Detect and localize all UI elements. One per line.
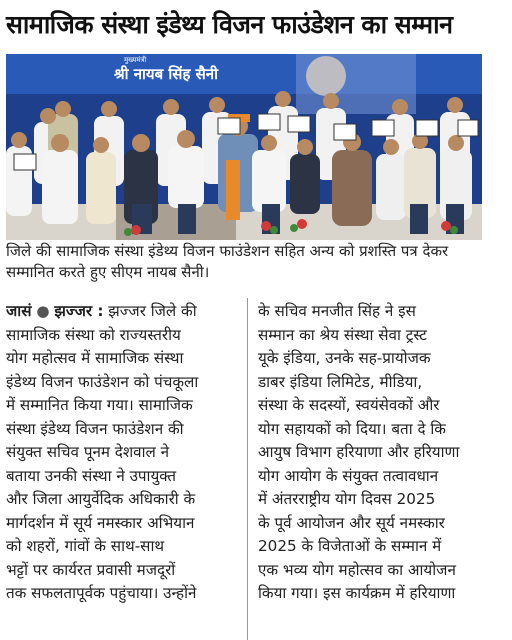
column-left-line: सामाजिक संस्था को राज्यस्तरीय [6, 325, 181, 344]
column-right-line: सम्मान का श्रेय संस्था सेवा ट्रस्ट [258, 325, 427, 344]
banner-text: श्री नायब सिंह सैनी [114, 65, 218, 83]
dateline: जासं [6, 302, 32, 320]
photo-caption: जिले की सामाजिक संस्था इंडेथ्य विजन फाउंडेशन सहित अन्य को प्रशस्ति पत्र देकर सम्मानित करते हुए सीएम नायब सैनी। [6, 242, 449, 281]
column-right-line: के पूर्व आयोजन और सूर्य नमस्कार [258, 513, 445, 532]
banner-small-text: मुख्यमंत्री [124, 56, 147, 64]
column-left-line: भट्टों पर कार्यरत प्रवासी मजदूरों [6, 560, 176, 579]
column-left-line: में सम्मानित किया गया। सामाजिक [6, 396, 193, 414]
column-right-line: संस्था के सदस्यों, स्वयंसेवकों और [258, 396, 440, 414]
saffron-scarf [226, 160, 240, 220]
banner-portrait [306, 56, 346, 96]
column-left-line: और जिला आयुर्वेदिक अधिकारी के [6, 490, 196, 508]
column-right-line: यूके इंडिया, उनके सह-प्रायोजक [258, 349, 431, 367]
column-left-line: इंडेथ्य विजन फाउंडेशन को पंचकूला [6, 372, 199, 391]
column-right-line: एक भव्य योग महोत्सव का आयोजन [258, 560, 456, 579]
column-right-line: 2025 के विजेताओं के सम्मान में [258, 537, 442, 555]
article-column-right [258, 300, 486, 606]
photo-illustration [6, 54, 482, 240]
column-left-line: झज्जर जिले की [108, 302, 197, 320]
article-column-left [6, 300, 234, 606]
article-first-line [6, 300, 234, 324]
column-right-line: डाबर इंडिया लिमिटेड, मीडिया, [258, 372, 423, 391]
column-left-line: मार्गदर्शन में सूर्य नमस्कार अभियान [6, 513, 195, 532]
column-left-line: संस्था इंडेथ्य विजन फाउंडेशन की [6, 419, 184, 438]
dateline-bullet: ● [36, 302, 50, 320]
column-left-line: तक सफलतापूर्वक पहुंचाया। उन्होंने [6, 584, 197, 602]
column-right-line: में अंतरराष्ट्रीय योग दिवस 2025 [258, 490, 436, 508]
column-left-line: बताया उनकी संस्था ने उपायुक्त [6, 466, 177, 485]
column-right-line: आयुष विभाग हरियाणा और हरियाणा [258, 443, 460, 461]
column-left-line: योग महोत्सव में सामाजिक संस्था [6, 349, 184, 367]
column-right-line: योग सहायकों को दिया। बता दे कि [258, 419, 446, 438]
column-right-line: किया गया। इस कार्यक्रम में हरियाणा [258, 584, 456, 602]
news-photo [6, 54, 482, 240]
column-left-line: को शहरों, गांवों के साथ-साथ [6, 537, 165, 555]
column-divider [247, 298, 248, 640]
headline: सामाजिक संस्था इंडेथ्य विजन फाउंडेशन का सम्मान [6, 10, 453, 39]
column-right-line: योग आयोग के संयुक्त तत्वावधान [258, 466, 439, 485]
column-left-line: संयुक्त सचिव पूनम देशवाल ने [6, 443, 170, 461]
dateline-place: झज्जर : [54, 302, 104, 320]
column-right-line: के सचिव मनजीत सिंह ने इस [258, 302, 416, 320]
